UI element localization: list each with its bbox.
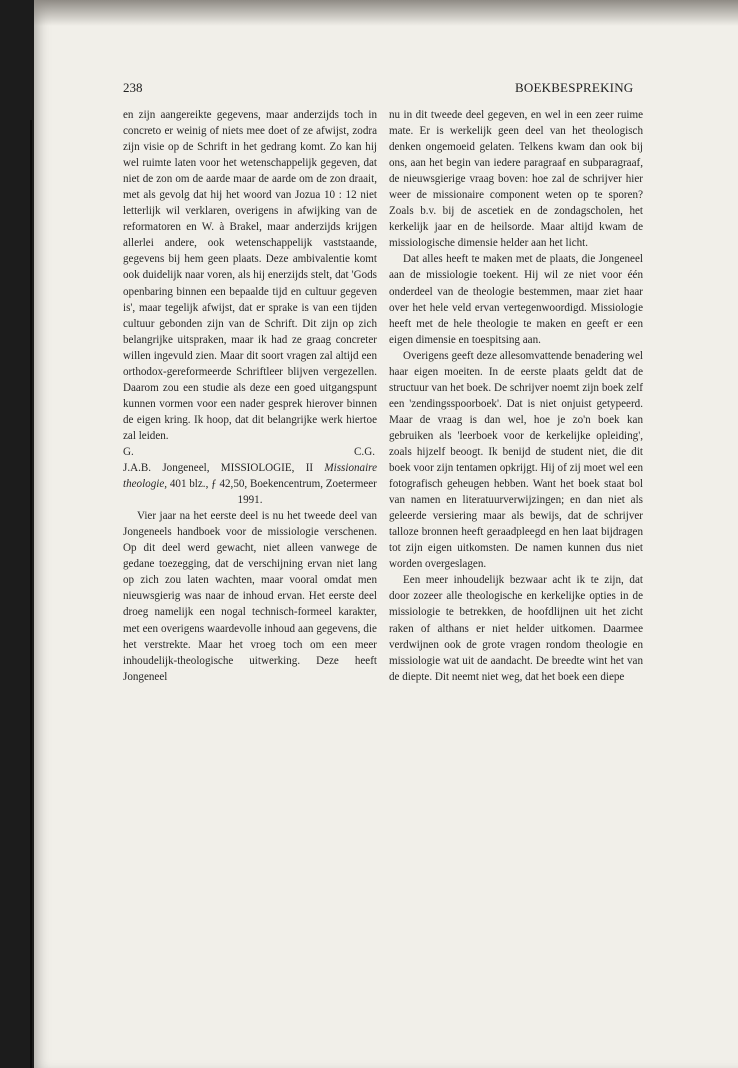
review-opening-paragraph: Vier jaar na het eerste deel is nu het tweede deel van Jongeneels handboek voor de missiologie verschenen. Op dit deel werd gewacht, niet alleen vanwege de gedane toezegging, dat de verschijning ervan niet lang op zich zou laten wachten, maar vooral omdat men nieuwsgierig was naar de inhoud ervan. Het eerste deel droeg namelijk een nogal technisch-formeel karakter, met een overigens waardevolle inhoud aan gegevens, die het verstrekte. Maar het vroeg toch om een meer inhoudelijk-theologische uitwerking. Deze heeft Jongeneel xyxy=(123,510,377,683)
review-paragraph: nu in dit tweede deel gegeven, en wel in een zeer ruime mate. Er is werkelijk geen deel van het theologisch denken ongemoeid gelaten. Telkens kwam dan ook bij ons, aan het begin van iedere paragraaf en subparagraaf, de nieuwsgierige vraag boven: hoe zal de schrijver hier weer de missionaire component weten op te sporen? Zoals b.v. bij de ascetiek en de zondagscholen, het kerkelijk jaar en de heilsorde. Maar altijd kwam de missiologische dimensie helder aan het licht. xyxy=(389,109,643,250)
right-column xyxy=(389,107,643,685)
review-paragraph: Overigens geeft deze allesomvattende benadering wel haar eigen moeiten. In de eerste plaats geldt dat de structuur van het boek. De schrijver noemt zijn boek zelf een 'zendingsspoorboek'. Dat is niet onjuist getypeerd. Maar de vraag is dan wel, hoe je zo'n boek kan gebruiken als 'leerboek voor de kerkelijke opleiding', zoals hijzelf beoogt. Ik benijd de student niet, die dit boek voor zijn tentamen opkrijgt. Hij of zij moet wel een fotografisch geheugen hebben. Want het boek staat bol van namen en literatuurverwijzingen; en dan niet als geleerde versiering maar als bewijs, dat de schrijver talloze bronnen heeft geraadpleegd en hen laat bijdragen tot zijn eigen uitkomsten. De namen kunnen dus niet worden overgeslagen. xyxy=(389,349,643,571)
left-column xyxy=(123,107,377,685)
scan-top-shadow xyxy=(34,0,738,26)
signature-line xyxy=(123,444,377,460)
signature-initial: G. xyxy=(123,445,134,458)
review-paragraph: Dat alles heeft te maken met de plaats, die Jongeneel aan de missiologie toekent. Hij wil ze niet voor één onderdeel van de theologie bestemmen, maar ziet haar over het hele veld ervan vertegenwoordigd. Missiologie heeft met de hele theologie te maken en geeft er een eigen dimensie en toespitsing aan. xyxy=(389,253,643,346)
review-paragraph: Een meer inhoudelijk bezwaar acht ik te zijn, dat door zozeer alle theologische en kerkelijke opties in de missiologie te betrekken, de hoofdlijnen uit het zicht raken of althans er niet helder uitkomen. Daarmee verdwijnen ook de grote vragen rondom theologie en missiologie wat uit de aandacht. De breedte wint het van de diepte. Dit neemt niet weg, dat het boek een diepe xyxy=(389,574,643,683)
book-subtitle: Missionaire theologie, xyxy=(123,462,377,491)
book-year: 1991. xyxy=(237,494,263,507)
review-conclusion-paragraph: en zijn aangereikte gegevens, maar anderzijds toch in concreto er weinig of niets mee doet of ze afwijst, zodra zijn visie op de Schrift in het gedrang komt. Zo kan hij wel ruimte laten voor het wetenschappelijk gegeven, dat niet de zon om de aarde maar de aarde om de zon draait, met als gevolg dat hij het woord van Jozua 10 : 12 niet letterlijk wil verklaren, overigens in afwijking van de reformatoren en W. à Brakel, maar anderzijds krijgen allerlei andere, ook wetenschappelijk vaststaande, gegevens bij hem geen plaats. Deze ambivalentie komt ook duidelijk naar voren, als hij enerzijds stelt, dat 'Gods openbaring binnen een bepaalde tijd en cultuur gegeven is', maar tegelijk afwijst, dat er sprake is van een tijden cultuur gebonden zijn van de Schrift. Dit zijn op zich belangrijke uitspraken, maar ik had ze graag concreter willen ingevuld zien. Maar dit soort vragen zal altijd een orthodox-gereformeerde Schriftleer blijven vergezellen. Daarom zou een studie als deze een goed uitgangspunt kunnen vormen voor een nader gesprek hierover binnen de eigen kring. Ik hoop, dat dit belangrijke werk hiertoe zal leiden. xyxy=(123,109,377,442)
running-header: BOEKBESPREKING xyxy=(515,80,634,95)
signature-reviewer: C.G. xyxy=(354,445,375,458)
book-author-title: J.A.B. Jongeneel, MISSIOLOGIE, II xyxy=(123,462,314,475)
book-citation xyxy=(123,460,377,508)
page-number: 238 xyxy=(123,80,143,95)
page-edge-rule xyxy=(30,120,32,1068)
book-details: 401 blz., ƒ 42,50, Boekencentrum, Zoetermeer xyxy=(169,478,377,491)
